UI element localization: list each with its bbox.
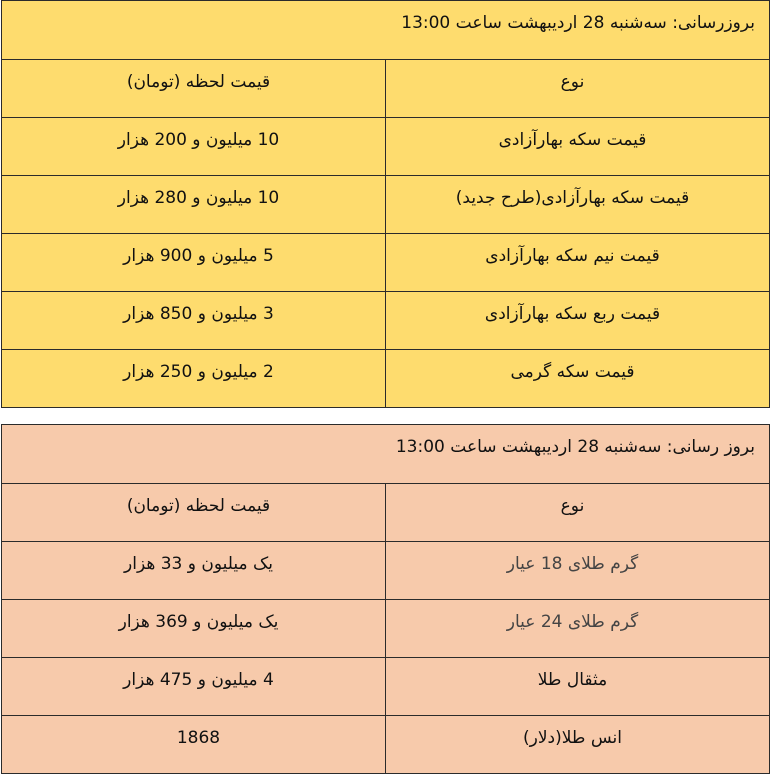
coin-update-cell	[2, 1, 770, 60]
coin-type-label: قیمت نیم سکه بهارآزادی	[485, 246, 660, 266]
table-row	[2, 118, 770, 176]
table-row	[2, 176, 770, 234]
table-row	[2, 234, 770, 292]
gold-price-cell	[2, 600, 386, 658]
table-row	[2, 658, 770, 716]
gold-type-cell	[386, 542, 770, 600]
gold-price-value: 1868	[176, 728, 221, 748]
coin-type-label: قیمت ربع سکه بهارآزادی	[484, 304, 661, 324]
table-row	[2, 542, 770, 600]
gold-price-value: یک میلیون و 33 هزار	[124, 554, 273, 574]
gold-update-text: بروز رسانی: سه‌شنبه 28 اردیبهشت ساعت 13:00	[395, 437, 755, 457]
gold-price-header-label: قیمت لحظه (تومان)	[126, 496, 271, 516]
coin-type-cell	[386, 234, 770, 292]
coin-type-header	[386, 60, 770, 118]
coin-type-cell	[386, 292, 770, 350]
coin-price-cell	[2, 118, 386, 176]
gold-price-cell	[2, 658, 386, 716]
coin-header-row	[2, 60, 770, 118]
gold-type-label: مثقال طلا	[537, 670, 608, 690]
coin-price-cell	[2, 350, 386, 408]
gold-price-cell	[2, 542, 386, 600]
gold-type-cell	[386, 600, 770, 658]
coin-type-label: قیمت سکه بهارآزادی	[498, 130, 647, 150]
coin-update-row	[2, 1, 770, 60]
gold-price-table	[1, 424, 770, 774]
gold-update-row	[2, 425, 770, 484]
gold-type-header	[386, 484, 770, 542]
coin-price-header	[2, 60, 386, 118]
gold-type-label: انس طلا(دلار)	[523, 728, 622, 748]
gold-type-cell	[386, 658, 770, 716]
table-row	[2, 716, 770, 774]
coin-price-cell	[2, 176, 386, 234]
gold-type-cell	[386, 716, 770, 774]
coin-price-cell	[2, 292, 386, 350]
coin-type-cell	[386, 176, 770, 234]
coin-price-value: 5 میلیون و 900 هزار	[123, 246, 274, 266]
table-row	[2, 350, 770, 408]
gold-update-cell	[2, 425, 770, 484]
gold-header-row	[2, 484, 770, 542]
gold-type-header-label: نوع	[560, 496, 585, 516]
gold-type-label: گرم طلای 18 عیار	[506, 554, 639, 574]
gold-price-value: 4 میلیون و 475 هزار	[123, 670, 274, 690]
coin-price-value: 10 میلیون و 280 هزار	[117, 188, 280, 208]
coin-type-cell	[386, 118, 770, 176]
coin-type-label: قیمت سکه گرمی	[510, 362, 635, 382]
gold-price-header	[2, 484, 386, 542]
gold-type-label: گرم طلای 24 عیار	[506, 612, 639, 632]
coin-price-header-label: قیمت لحظه (تومان)	[126, 72, 271, 92]
table-row	[2, 292, 770, 350]
coin-price-value: 3 میلیون و 850 هزار	[123, 304, 274, 324]
gold-price-cell	[2, 716, 386, 774]
coin-type-cell	[386, 350, 770, 408]
coin-price-table	[1, 0, 770, 408]
coin-update-text: بروزرسانی: سه‌شنبه 28 اردیبهشت ساعت 13:00	[401, 13, 755, 33]
coin-price-cell	[2, 234, 386, 292]
table-row	[2, 600, 770, 658]
coin-price-value: 10 میلیون و 200 هزار	[117, 130, 280, 150]
coin-type-header-label: نوع	[560, 72, 585, 92]
coin-type-label: قیمت سکه بهارآزادی(طرح جدید)	[455, 188, 690, 208]
coin-price-value: 2 میلیون و 250 هزار	[123, 362, 274, 382]
gold-price-value: یک میلیون و 369 هزار	[118, 612, 279, 632]
